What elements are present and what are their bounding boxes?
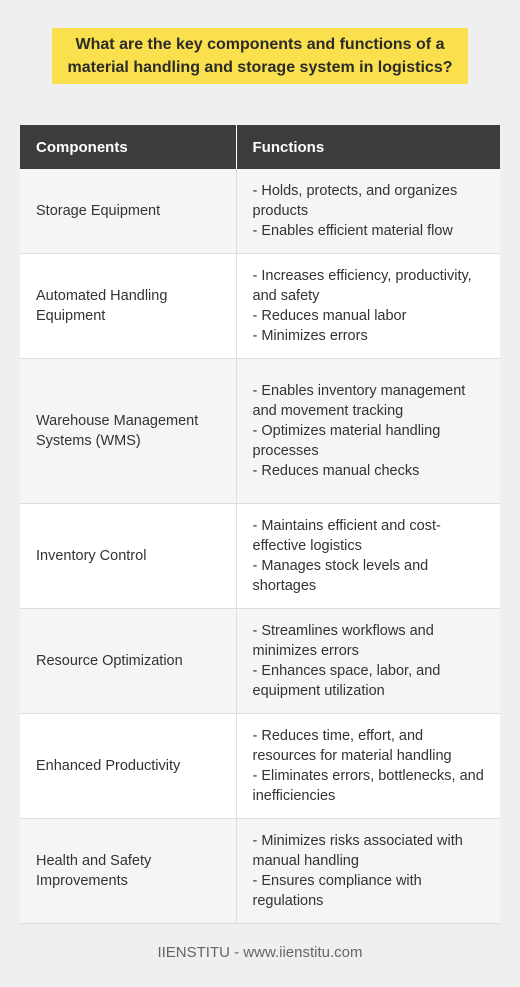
function-item: - Holds, protects, and organizes products xyxy=(252,182,458,219)
function-item: - Maintains efficient and cost-effective logistics xyxy=(252,517,441,554)
function-item: - Minimizes errors xyxy=(252,327,368,344)
function-item: - Reduces manual labor xyxy=(252,307,407,324)
function-item: - Enables inventory management and movement tracking xyxy=(252,382,466,419)
table-row xyxy=(20,169,500,253)
function-item: - Streamlines workflows and minimizes errors xyxy=(252,622,434,659)
function-item: - Reduces time, effort, and resources for material handling xyxy=(252,727,452,764)
table-row xyxy=(20,358,500,503)
function-item: - Enables efficient material flow xyxy=(252,222,453,239)
function-item: - Minimizes risks associated with manual handling xyxy=(252,832,463,869)
component-cell: Enhanced Productivity xyxy=(20,713,236,818)
functions-cell xyxy=(236,253,500,358)
table-row xyxy=(20,713,500,818)
component-cell: Inventory Control xyxy=(20,503,236,608)
table-row xyxy=(20,253,500,358)
component-cell: Resource Optimization xyxy=(20,608,236,713)
component-cell: Health and Safety Improvements xyxy=(20,818,236,923)
column-header-functions: Functions xyxy=(236,125,500,169)
function-item: - Reduces manual checks xyxy=(252,462,420,479)
function-item: - Manages stock levels and shortages xyxy=(252,557,429,594)
functions-cell xyxy=(236,358,500,503)
component-cell: Storage Equipment xyxy=(20,169,236,253)
column-header-components: Components xyxy=(20,125,236,169)
functions-cell xyxy=(236,169,500,253)
footer-credit: IIENSTITU - www.iienstitu.com xyxy=(157,944,363,961)
functions-cell xyxy=(236,713,500,818)
functions-cell xyxy=(236,503,500,608)
function-item: - Eliminates errors, bottlenecks, and inefficiencies xyxy=(252,767,484,804)
table-header-row xyxy=(20,125,500,169)
function-item: - Increases efficiency, productivity, and safety xyxy=(252,267,472,304)
functions-cell xyxy=(236,608,500,713)
table-row xyxy=(20,608,500,713)
table-row xyxy=(20,818,500,923)
component-cell: Warehouse Management Systems (WMS) xyxy=(20,358,236,503)
table-row xyxy=(20,503,500,608)
component-cell: Automated Handling Equipment xyxy=(20,253,236,358)
function-item: - Ensures compliance with regulations xyxy=(252,872,422,909)
page-title: What are the key components and functions of a material handling and storage system in logistics? xyxy=(67,36,453,76)
function-item: - Optimizes material handling processes xyxy=(252,422,441,459)
functions-cell xyxy=(236,818,500,923)
title-banner xyxy=(52,28,468,84)
function-item: - Enhances space, labor, and equipment utilization xyxy=(252,662,441,699)
components-table xyxy=(20,125,500,924)
